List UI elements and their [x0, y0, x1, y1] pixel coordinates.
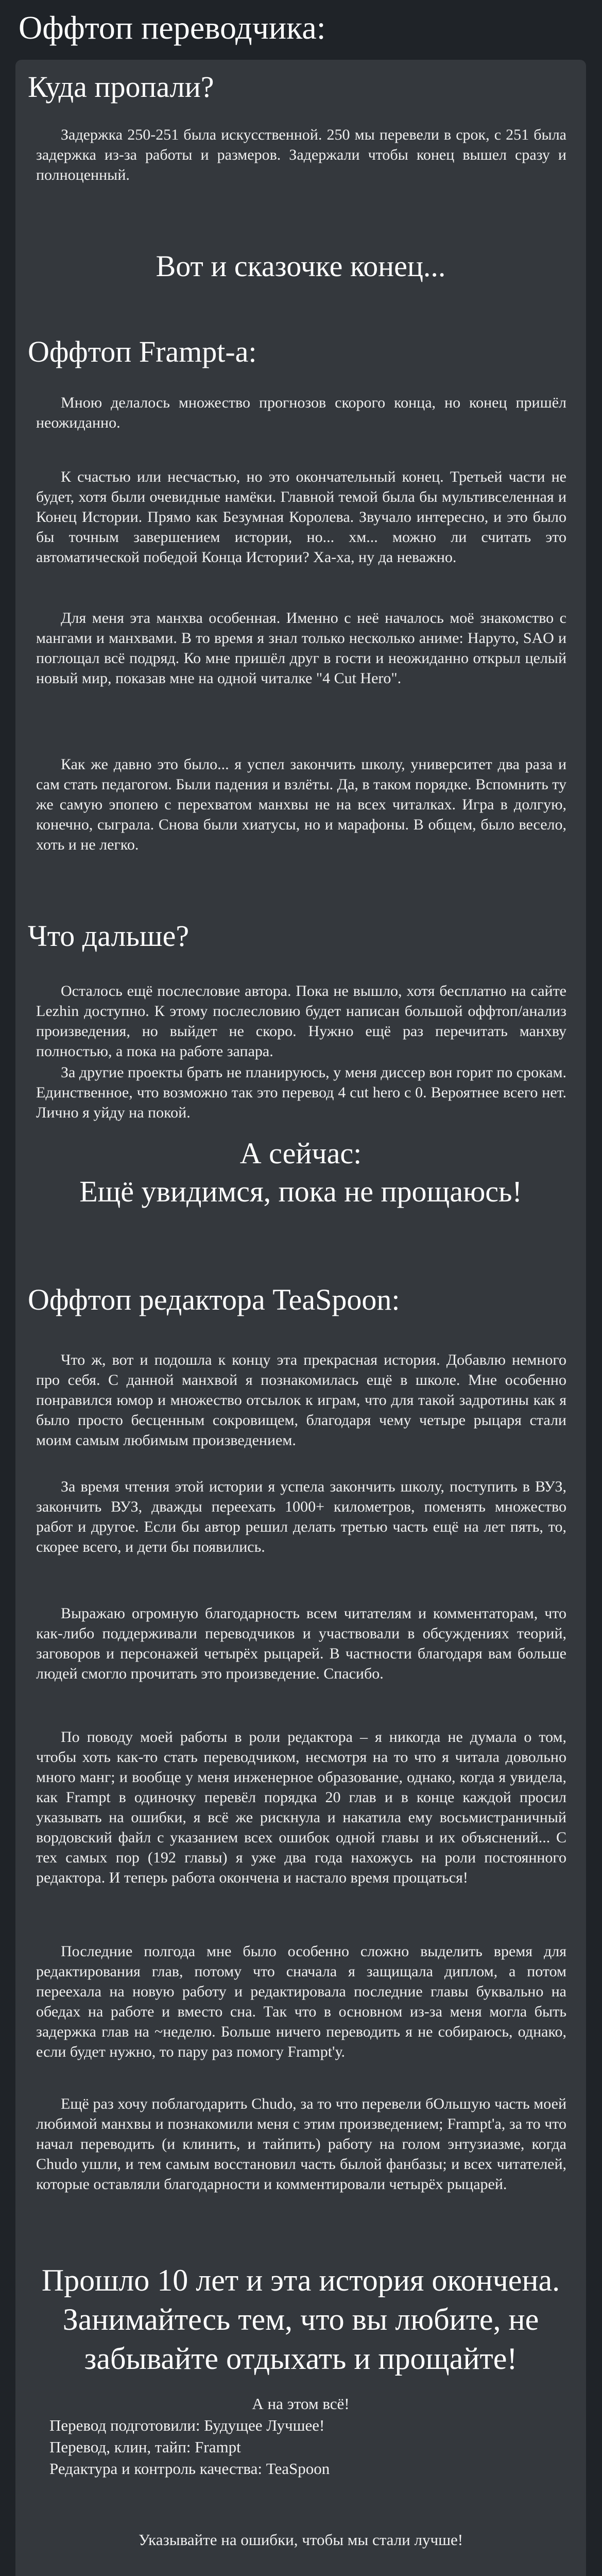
credit-line: Редактура и контроль качества: TeaSpoon: [49, 2460, 330, 2478]
see-you-heading: Ещё увидимся, пока не прощаюсь!: [79, 1175, 522, 1208]
credit-line: Перевод подготовили: Будущее Лучшее!: [49, 2416, 325, 2434]
section-title-whats-next: Что дальше?: [28, 919, 190, 953]
paragraph: Ещё раз хочу поблагодарить Chudo, за то что перевели бОльшую часть моей любимой манхвы и познакомили меня с этим произведением; Frampt'а, за то что начал переводить (и клинить, и тайпить) работу на голом энтузиазме, когда Chudo ушли, и тем самым восстановил часть былой фанбазы; и всех читателей, которые оставляли благодарности и комментировали четырёх рыцарей.: [36, 2095, 566, 2193]
paragraph: Выражаю огромную благодарность всем читателям и комментаторам, что как-либо поддерживали переводчиков и участвовали в обсуждениях теорий, заговоров и персонажей четырёх рыцарей. В частности благодаря вам больше людей смогло прочитать это произведение. Спасибо.: [36, 1605, 566, 1682]
footer-note: Указывайте на ошибки, чтобы мы стали лучше!: [138, 2531, 463, 2549]
paragraph: Задержка 250-251 была искусственной. 250 мы перевели в срок, с 251 была задержка из-за работы и размеров. Задержали чтобы конец вышел сразу и полноценный.: [36, 126, 566, 183]
now-heading: А сейчас:: [239, 1137, 362, 1170]
paragraph: Что ж, вот и подошла к концу эта прекрасная история. Добавлю немного про себя. С данной манхвой я познакомилась ещё в школе. Мне особенно понравился юмор и множество отсылок к играм, что для такой задротины как я было просто бесценным сокровищем, благодаря чему четыре рыцаря стали моим самым любимым произведением.: [36, 1351, 566, 1449]
paragraph: Как же давно это было... я успел закончить школу, университет два раза и сам стать педагогом. Были падения и взлёты. Да, в таком порядке. Вспомнить ту же самую эпопею с перехватом манхвы не на всех читалках. Игра в долгую, конечно, сыграла. Снова были хиатусы, но и марафоны. В общем, было весело, хоть и не легко.: [36, 756, 566, 853]
page-title: Оффтоп переводчика:: [19, 9, 326, 46]
section-title-frampt: Оффтоп Frampt-а:: [28, 335, 257, 368]
paragraph: К счастью или несчастью, но это окончательный конец. Третьей части не будет, хотя были очевидные намёки. Главной темой была бы мультивселенная и Конец Истории. Прямо как Безумная Королева. Звучало интересно, и это было бы точным завершением истории, но... хм... можно ли считать это автоматической победой Конца Истории? Ха-ха, ну да неважно.: [36, 468, 566, 566]
end-heading: Вот и сказочке конец...: [156, 249, 446, 283]
paragraph: За другие проекты брать не планируюсь, у меня диссер вон горит по срокам. Единственное, что возможно так это перевод 4 cut hero c 0. Вероятнее всего нет. Лично я уйду на покой.: [36, 1064, 566, 1121]
credit-line: Перевод, клин, тайп: Frampt: [49, 2438, 241, 2456]
paragraph: По поводу моей работы в роли редактора – я никогда не думала о том, чтобы хоть как-то стать переводчиком, несмотря на то что я читала довольно много манг; и вообще у меня инженерное образование, однако, когда я увидела, как Frampt в одиночку перевёл порядка 20 глав и в конце каждой просил указывать на ошибки, я всё же рискнула и накатила ему восьмистраничный вордовский файл с указанием всех ошибок одной главы и их объяснений... С тех самых пор (192 главы) я уже два года нахожусь на роли постоянного редактора. И теперь работа окончена и настало время прощаться!: [36, 1728, 566, 1886]
paragraph: Для меня эта манхва особенная. Именно с неё началось моё знакомство с мангами и манхвами. В то время я знал только несколько аниме: Наруто, SAO и поглощал всё подряд. Ко мне пришёл друг в гости и неожиданно открыл целый новый мир, показав мне на одной читалке "4 Cut Hero".: [36, 609, 566, 687]
paragraph: Мною делалось множество прогнозов скорого конца, но конец пришёл неожиданно.: [36, 394, 566, 431]
paragraph: Осталось ещё послесловие автора. Пока не вышло, хотя бесплатно на сайте Lezhin доступно. К этому послесловию будет написан большой оффтоп/анализ произведения, но выйдет не скоро. Нужно ещё раз перечитать манхву полностью, а пока на работе запара.: [36, 982, 566, 1060]
final-heading: Прошло 10 лет и эта история окончена. Занимайтесь тем, что вы любите, не забывайте отдыхать и прощайте!: [41, 2263, 560, 2376]
paragraph: Последние полгода мне было особенно сложно выделить время для редактирования глав, потому что сначала я защищала диплом, а потом переехала на новую работу и редактировала последние главы буквально на обедах на работе и вместо сна. Так что в основном из-за меня могла быть задержка глав на ~неделю. Больше ничего переводить я не собираюсь, однако, если будет нужно, то пару раз помогу Frampt'у.: [36, 1943, 566, 2060]
section-title-editor: Оффтоп редактора TeaSpoon:: [28, 1283, 400, 1316]
paragraph: За время чтения этой истории я успела закончить школу, поступить в ВУЗ, закончить ВУЗ, дважды переехать 1000+ километров, поменять множество работ и другое. Если бы автор решил делать третью часть ещё на лет пять, то, скорее всего, и дети бы появились.: [36, 1478, 566, 1555]
content-panel: [15, 60, 586, 2576]
credits-heading: А на этом всё!: [252, 2395, 350, 2413]
section-title-where-gone: Куда пропали?: [28, 70, 214, 104]
